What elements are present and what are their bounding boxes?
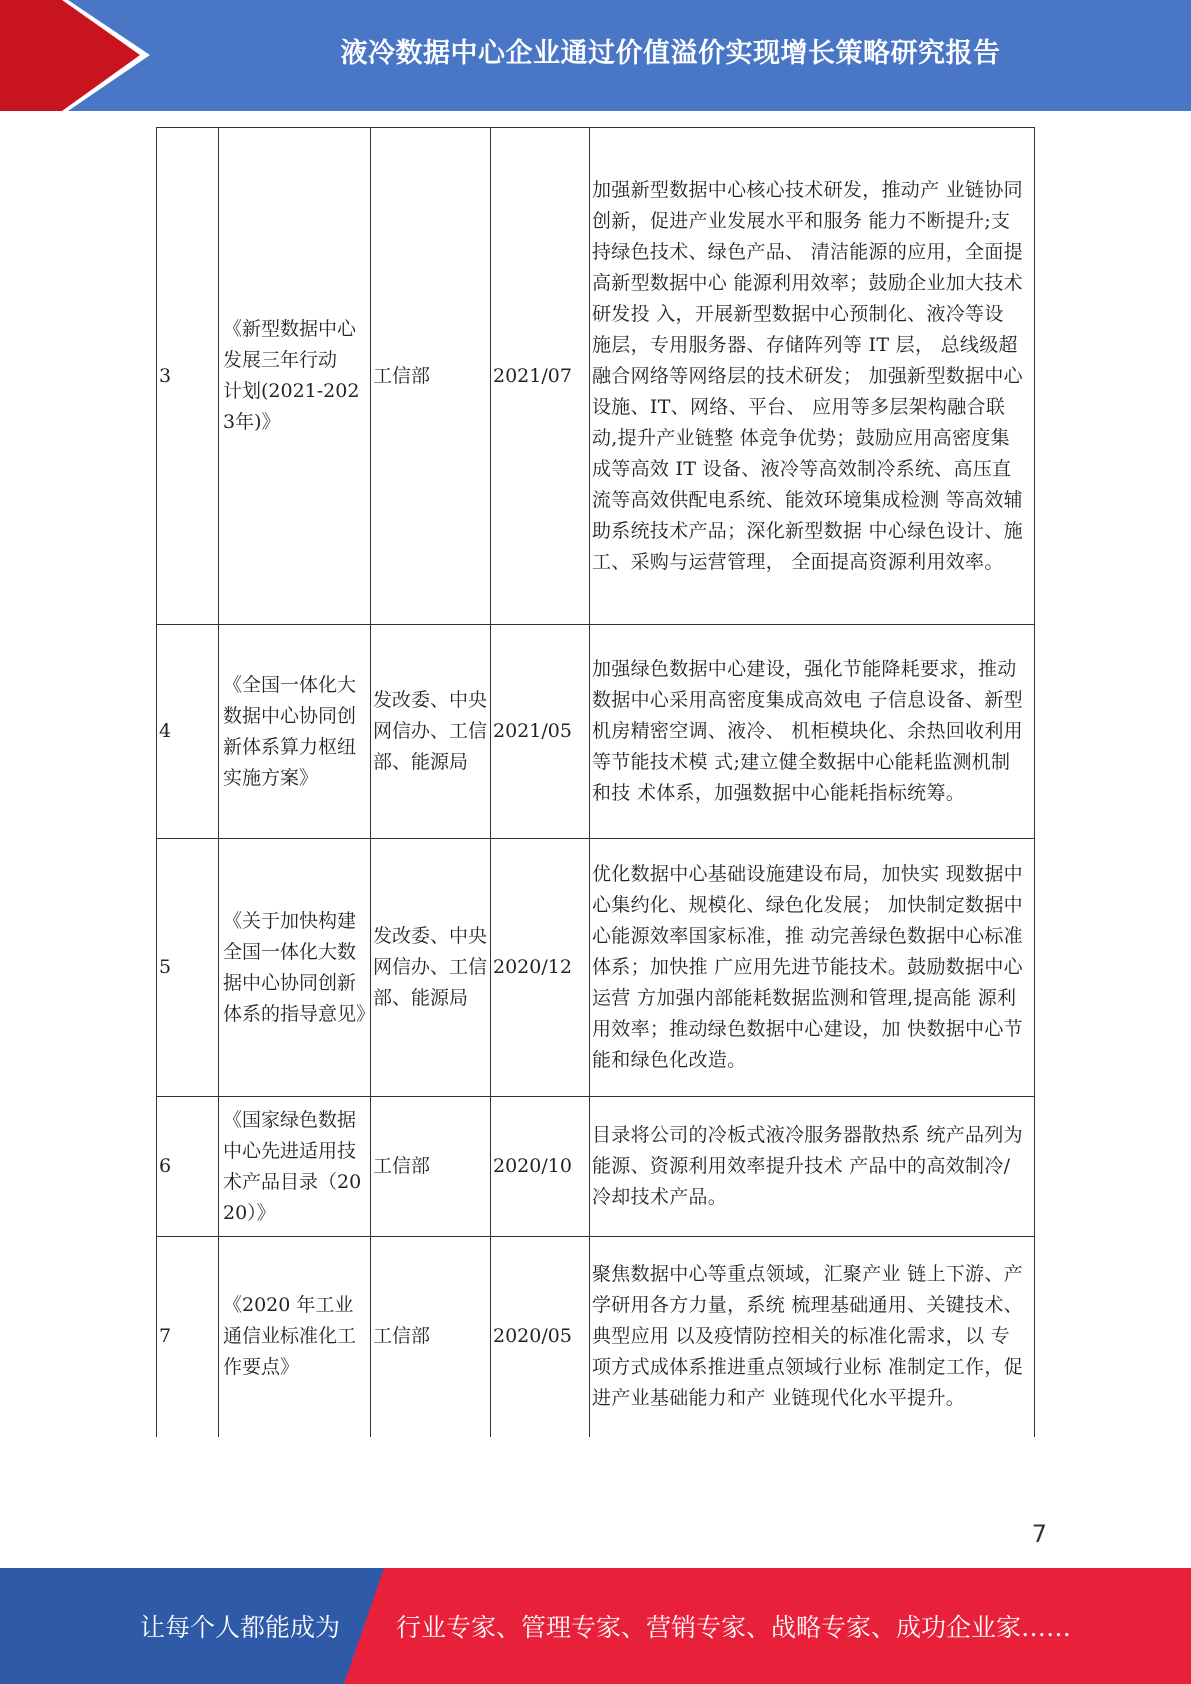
date-cell: 2020/12 (491, 839, 590, 1097)
policy-table (156, 127, 1035, 1437)
date-cell: 2021/05 (491, 625, 590, 839)
policy-name-cell: 《国家绿色数据中心先进适用技术产品目录（2020）》 (219, 1097, 371, 1237)
content-cell: 目录将公司的冷板式液冷服务器散热系 统产品列为能源、资源利用效率提升技术 产品中的高效制冷/冷却技术产品。 (590, 1097, 1035, 1237)
department-cell: 工信部 (371, 128, 491, 625)
footer-slogan-right: 行业专家、管理专家、营销专家、战略专家、成功企业家…… (396, 1613, 1072, 1642)
page-header (0, 0, 1191, 111)
content-cell: 加强绿色数据中心建设，强化节能降耗要求，推动数据中心采用高密度集成高效电 子信息设备、新型机房精密空调、液冷、 机柜模块化、余热回收利用等节能技术模 式;建立健全数据中心能耗监测机制和技 术体系，加强数据中心能耗指标统筹。 (590, 625, 1035, 839)
row-number-cell: 3 (157, 128, 219, 625)
table-row (157, 128, 1035, 625)
table-row (157, 625, 1035, 839)
date-cell: 2020/05 (491, 1237, 590, 1437)
table-row (157, 1097, 1035, 1237)
date-cell: 2020/10 (491, 1097, 590, 1237)
table-row (157, 1237, 1035, 1437)
row-number-cell: 4 (157, 625, 219, 839)
content-cell: 加强新型数据中心核心技术研发，推动产 业链协同创新，促进产业发展水平和服务 能力不断提升;支持绿色技术、绿色产品、 清洁能源的应用，全面提高新型数据中心 能源利用效率；鼓励企业加大技术研发投 入，开展新型数据中心预制化、液冷等设 施层，专用服务器、存储阵列等 IT 层， 总线级超融合网络等网络层的技术研发； 加强新型数据中心设施、IT、网络、平台、 应用等多层架构融合联动,提升产业链整 体竞争优势；鼓励应用高密度集成等高效 IT 设备、液冷等高效制冷系统、高压直 流等高效供配电系统、能效环境集成检测 等高效辅助系统技术产品；深化新型数据 中心绿色设计、施工、采购与运营管理， 全面提高资源利用效率。 (590, 128, 1035, 625)
table-row (157, 839, 1035, 1097)
department-cell: 发改委、中央网信办、工信部、能源局 (371, 625, 491, 839)
footer-slogan-left: 让每个人都能成为 (140, 1613, 341, 1642)
content-cell: 聚焦数据中心等重点领域，汇聚产业 链上下游、产学研用各方力量，系统 梳理基础通用、关键技术、典型应用 以及疫情防控相关的标准化需求，以 专项方式成体系推进重点领域行业标 准制定工作，促进产业基础能力和产 业链现代化水平提升。 (590, 1237, 1035, 1437)
date-cell: 2021/07 (491, 128, 590, 625)
department-cell: 工信部 (371, 1097, 491, 1237)
report-title: 液冷数据中心企业通过价值溢价实现增长策略研究报告 (340, 37, 1001, 69)
row-number-cell: 7 (157, 1237, 219, 1437)
department-cell: 工信部 (371, 1237, 491, 1437)
policy-name-cell: 《新型数据中心发展三年行动 计划(2021-2023年)》 (219, 128, 371, 625)
page-footer (0, 1568, 1191, 1684)
department-cell: 发改委、中央网信办、工信部、能源局 (371, 839, 491, 1097)
row-number-cell: 6 (157, 1097, 219, 1237)
row-number-cell: 5 (157, 839, 219, 1097)
page-number: 7 (1031, 1520, 1047, 1548)
content-cell: 优化数据中心基础设施建设布局，加快实 现数据中心集约化、规模化、绿色化发展； 加快制定数据中心能源效率国家标准，推 动完善绿色数据中心标准体系；加快推 广应用先进节能技术。鼓励数据中心运营 方加强内部能耗数据监测和管理,提高能 源利用效率；推动绿色数据中心建设，加 快数据中心节能和绿色化改造。 (590, 839, 1035, 1097)
policy-name-cell: 《关于加快构建全国一体化大数据中心协同创新体系的指导意见》 (219, 839, 371, 1097)
policy-name-cell: 《全国一体化大数据中心协同创新体系算力枢纽实施方案》 (219, 625, 371, 839)
policy-name-cell: 《2020 年工业通信业标准化工作要点》 (219, 1237, 371, 1437)
